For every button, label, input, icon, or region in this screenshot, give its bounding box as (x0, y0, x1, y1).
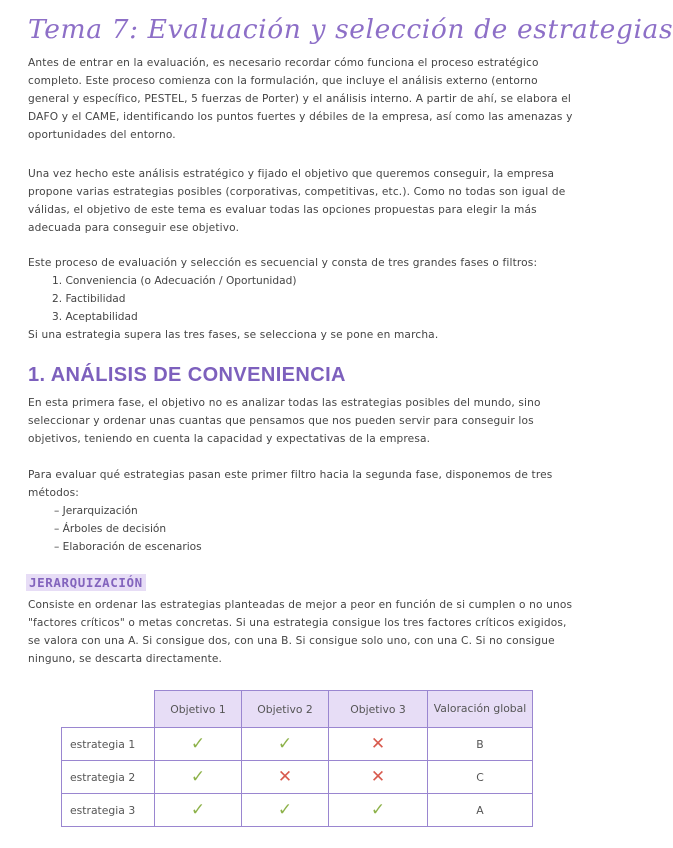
grade-cell: C (428, 761, 533, 794)
list-item: 2. Factibilidad (52, 293, 126, 305)
column-header: Objetivo 2 (242, 691, 329, 728)
page-title: Tema 7: Evaluación y selección de estrategias (28, 14, 673, 45)
mark-cell (155, 761, 242, 794)
mark-cell (242, 728, 329, 761)
check-icon: ✓ (277, 734, 293, 754)
column-header: Objetivo 3 (329, 691, 428, 728)
mark-cell (155, 728, 242, 761)
list-item: 1. Conveniencia (o Adecuación / Oportunidad) (52, 275, 297, 287)
evaluation-table (61, 690, 533, 827)
section-paragraph-1: En esta primera fase, el objetivo no es analizar todas las estrategias posibles del mundo, sino seleccionar y ordenar unas cuantas que pensamos que nos pueden servir para conseguir los objetivos, teniendo en cuenta la capacidad y expectativas de la empresa. (28, 397, 541, 445)
list-item: – Árboles de decisión (54, 523, 167, 535)
intro-paragraph-2: Una vez hecho este análisis estratégico y fijado el objetivo que queremos conseguir, la empresa propone varias estrategias posibles (corporativas, competitivas, etc.). Como no todas son igual de válidas, el objetivo de este tema es evaluar todas las opciones propuestas para elegir la más adecuada para conseguir ese objetivo. (28, 168, 566, 234)
check-icon: ✓ (190, 734, 206, 754)
column-header: Valoración global (428, 691, 533, 728)
intro-paragraph-1: Antes de entrar en la evaluación, es necesario recordar cómo funciona el proceso estratégico completo. Este proceso comienza con la formulación, que incluye el análisis externo (entorno general y específico, PESTEL, 5 fuerzas de Porter) y el análisis interno. A partir de ahí, se elabora el DAFO y el CAME, identificando los puntos fuertes y débiles de la empresa, así como las amenazas y oportunidades del entorno. (28, 57, 573, 141)
subsection-heading: JERARQUIZACIÓN (26, 574, 146, 591)
table-corner (62, 691, 155, 728)
intro-paragraph-3: Este proceso de evaluación y selección es secuencial y consta de tres grandes fases o filtros: (28, 257, 538, 269)
check-icon: ✓ (190, 800, 206, 820)
cross-icon: ✕ (370, 734, 386, 754)
grade-cell: A (428, 794, 533, 827)
table-header-row (62, 691, 533, 728)
column-header: Objetivo 1 (155, 691, 242, 728)
list-item: – Jerarquización (54, 505, 138, 517)
mark-cell (155, 794, 242, 827)
phases-list (28, 272, 296, 326)
list-item: – Elaboración de escenarios (54, 541, 202, 553)
cross-icon: ✕ (277, 767, 293, 787)
check-icon: ✓ (190, 767, 206, 787)
row-header: estrategia 1 (62, 728, 155, 761)
table-row (62, 794, 533, 827)
mark-cell (242, 794, 329, 827)
list-item: 3. Aceptabilidad (52, 311, 138, 323)
intro-conclusion: Si una estrategia supera las tres fases, se selecciona y se pone en marcha. (28, 329, 439, 341)
methods-list (28, 502, 202, 556)
section-heading: 1. ANÁLISIS DE CONVENIENCIA (28, 364, 346, 386)
check-icon: ✓ (370, 800, 386, 820)
table-row (62, 761, 533, 794)
section-paragraph-2: Para evaluar qué estrategias pasan este primer filtro hacia la segunda fase, disponemos de tres métodos: (28, 469, 553, 499)
cross-icon: ✕ (370, 767, 386, 787)
row-header: estrategia 2 (62, 761, 155, 794)
mark-cell (329, 794, 428, 827)
check-icon: ✓ (277, 800, 293, 820)
mark-cell (329, 728, 428, 761)
mark-cell (329, 761, 428, 794)
mark-cell (242, 761, 329, 794)
grade-cell: B (428, 728, 533, 761)
subsection-paragraph: Consiste en ordenar las estrategias planteadas de mejor a peor en función de si cumplen o no unos "factores críticos" o metas concretas. Si una estrategia consigue los tres factores críticos exigidos, se valora con una A. Si consigue dos, con una B. Si consigue solo uno, con una C. Si no consigue ninguno, se descarta directamente. (28, 599, 573, 665)
table-row (62, 728, 533, 761)
row-header: estrategia 3 (62, 794, 155, 827)
